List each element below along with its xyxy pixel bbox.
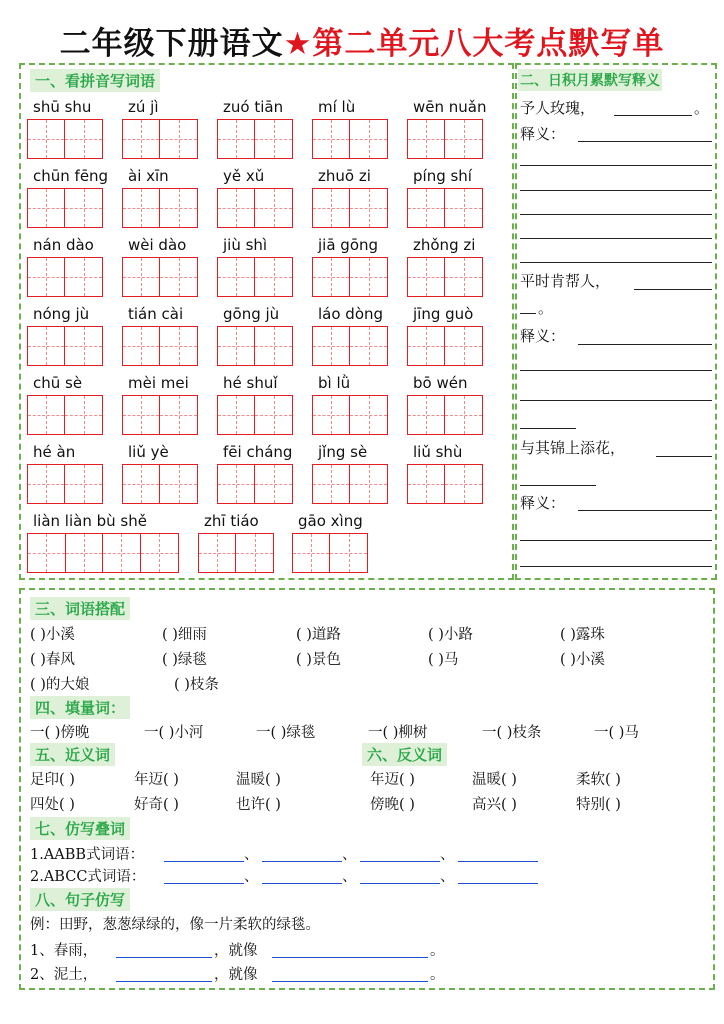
pinyin-label: chūn fēng xyxy=(33,167,109,185)
grid-square[interactable] xyxy=(28,327,65,365)
grid-square[interactable] xyxy=(445,120,482,158)
writing-grid[interactable] xyxy=(27,464,103,504)
answer-line[interactable] xyxy=(520,540,712,541)
pinyin-label: jīng guò xyxy=(413,305,474,323)
grid-square[interactable] xyxy=(160,327,197,365)
pinyin-label: bō wén xyxy=(413,374,468,392)
grid-square[interactable] xyxy=(313,258,350,296)
section1-heading: 一、看拼音写词语 xyxy=(30,69,160,92)
pinyin-label: yě xǔ xyxy=(223,167,265,185)
grid-square[interactable] xyxy=(65,258,102,296)
pair-item: ( )枝条 xyxy=(174,677,219,693)
pinyin-label: láo dòng xyxy=(318,305,384,323)
idiom3-meaning-label: 释义： xyxy=(520,494,566,512)
pinyin-label: chū sè xyxy=(33,374,83,392)
sentence2-end: 。 xyxy=(430,967,445,983)
grid-square[interactable] xyxy=(103,534,141,572)
grid-square[interactable] xyxy=(218,396,255,434)
grid-square[interactable] xyxy=(408,258,445,296)
grid-square[interactable] xyxy=(218,120,255,158)
grid-square[interactable] xyxy=(408,189,445,227)
writing-grid[interactable] xyxy=(312,326,388,366)
synonym-item: 温暖( ) xyxy=(236,772,281,788)
writing-grid[interactable] xyxy=(27,395,103,435)
pinyin-label: jǐng sè xyxy=(318,443,368,461)
section3-heading: 三、词语搭配 xyxy=(30,597,130,620)
pair-item: ( )春风 xyxy=(30,652,75,668)
grid-square[interactable] xyxy=(123,120,160,158)
separator: 、 xyxy=(440,869,455,885)
title-unit: 第二单元八大考点默写单 xyxy=(312,26,665,62)
sentence1-start: 1、春雨， xyxy=(30,943,98,959)
writing-grid[interactable] xyxy=(27,533,179,573)
pinyin-label: gōng jù xyxy=(223,305,280,323)
pinyin-label: bì lǜ xyxy=(318,374,351,392)
pinyin-label: mèi mei xyxy=(128,374,189,392)
writing-grid[interactable] xyxy=(217,395,293,435)
pair-item: ( )绿毯 xyxy=(162,652,207,668)
separator: 、 xyxy=(342,869,357,885)
grid-square[interactable] xyxy=(330,534,367,572)
pinyin-label: zhuō zi xyxy=(318,167,371,185)
grid-square[interactable] xyxy=(123,327,160,365)
pinyin-label: mí lù xyxy=(318,98,356,116)
pinyin-label: hé shuǐ xyxy=(223,374,278,392)
separator: 、 xyxy=(440,847,455,863)
writing-grid[interactable] xyxy=(217,326,293,366)
grid-square[interactable] xyxy=(350,465,387,503)
grid-square[interactable] xyxy=(218,258,255,296)
grid-square[interactable] xyxy=(445,396,482,434)
writing-grid[interactable] xyxy=(122,395,198,435)
antonym-item: 高兴( ) xyxy=(472,797,517,813)
grid-square[interactable] xyxy=(408,396,445,434)
writing-grid[interactable] xyxy=(312,257,388,297)
abcc-blank-2[interactable] xyxy=(262,883,342,884)
writing-grid[interactable] xyxy=(27,257,103,297)
separator: 、 xyxy=(342,847,357,863)
grid-square[interactable] xyxy=(141,534,178,572)
writing-grid[interactable] xyxy=(407,326,483,366)
section6-heading: 六、反义词 xyxy=(362,743,447,766)
writing-grid[interactable] xyxy=(312,395,388,435)
grid-square[interactable] xyxy=(313,465,350,503)
measure-item: 一( )马 xyxy=(594,725,639,741)
synonym-item: 四处( ) xyxy=(30,797,75,813)
writing-grid[interactable] xyxy=(122,464,198,504)
grid-square[interactable] xyxy=(313,189,350,227)
idiom3-blank-cont[interactable] xyxy=(520,485,596,486)
pair-item: ( )小溪 xyxy=(560,652,605,668)
pinyin-label: wēn nuǎn xyxy=(413,98,487,116)
writing-grid[interactable] xyxy=(407,395,483,435)
aabb-blank-4[interactable] xyxy=(458,861,538,862)
synonym-item: 也许( ) xyxy=(236,797,281,813)
sentence2-blank-b[interactable] xyxy=(272,981,428,982)
abcc-blank-4[interactable] xyxy=(458,883,538,884)
grid-square[interactable] xyxy=(350,327,387,365)
answer-line[interactable] xyxy=(520,165,712,166)
grid-square[interactable] xyxy=(123,396,160,434)
section2-heading: 二、日积月累默写释义 xyxy=(518,69,662,91)
grid-square[interactable] xyxy=(255,465,292,503)
grid-square[interactable] xyxy=(236,534,273,572)
antonym-item: 傍晚( ) xyxy=(370,797,415,813)
pinyin-label: nán dào xyxy=(33,236,94,254)
idiom1-text: 予人玫瑰， xyxy=(520,99,596,117)
grid-square[interactable] xyxy=(445,327,482,365)
writing-grid[interactable] xyxy=(312,188,388,228)
grid-square[interactable] xyxy=(123,189,160,227)
page-title xyxy=(0,18,724,63)
grid-square[interactable] xyxy=(445,189,482,227)
abcc-label: 2.ABCC式词语： xyxy=(30,869,146,885)
writing-grid[interactable] xyxy=(217,119,293,159)
writing-grid[interactable] xyxy=(198,533,274,573)
sentence-example: 例：田野，葱葱绿绿的，像一片柔软的绿毯。 xyxy=(30,917,320,933)
writing-grid[interactable] xyxy=(407,119,483,159)
grid-square[interactable] xyxy=(218,327,255,365)
pair-item: ( )小溪 xyxy=(30,627,75,643)
idiom1-blank[interactable] xyxy=(614,115,692,116)
pair-item: ( )景色 xyxy=(296,652,341,668)
grid-square[interactable] xyxy=(28,534,66,572)
grid-square[interactable] xyxy=(255,189,292,227)
pinyin-label: jiù shì xyxy=(223,236,268,254)
writing-grid[interactable] xyxy=(292,533,368,573)
aabb-blank-3[interactable] xyxy=(360,861,440,862)
writing-grid[interactable] xyxy=(27,326,103,366)
grid-square[interactable] xyxy=(28,189,65,227)
grid-square[interactable] xyxy=(65,327,102,365)
writing-grid[interactable] xyxy=(122,119,198,159)
pinyin-label: fēi cháng xyxy=(223,443,293,461)
grid-square[interactable] xyxy=(199,534,236,572)
antonym-item: 特别( ) xyxy=(576,797,621,813)
pinyin-label: shū shu xyxy=(33,98,92,116)
idiom3-meaning-blank[interactable] xyxy=(578,510,712,511)
pinyin-label: liàn liàn bù shě xyxy=(33,512,147,530)
grid-square[interactable] xyxy=(65,396,102,434)
pair-item: ( )道路 xyxy=(296,627,341,643)
star-icon: ★ xyxy=(283,26,313,62)
grid-square[interactable] xyxy=(65,189,102,227)
idiom1-end: 。 xyxy=(694,99,710,117)
sentence2-mid: ，就像 xyxy=(214,967,258,983)
pair-item: ( )细雨 xyxy=(162,627,207,643)
idiom1-meaning-blank[interactable] xyxy=(578,141,712,142)
grid-square[interactable] xyxy=(313,327,350,365)
idiom1-meaning-label: 释义： xyxy=(520,125,566,143)
answer-line[interactable] xyxy=(520,190,712,191)
grid-square[interactable] xyxy=(350,258,387,296)
synonym-item: 年迈( ) xyxy=(134,772,179,788)
sentence1-end: 。 xyxy=(430,943,445,959)
grid-square[interactable] xyxy=(293,534,330,572)
idiom3-text: 与其锦上添花， xyxy=(520,439,626,457)
grid-square[interactable] xyxy=(350,189,387,227)
grid-square[interactable] xyxy=(123,258,160,296)
idiom2-end: 。 xyxy=(538,299,554,317)
aabb-label: 1.AABB式词语： xyxy=(30,847,145,863)
idiom2-meaning-label: 释义： xyxy=(520,327,566,345)
measure-item: 一( )小河 xyxy=(144,725,204,741)
measure-item: 一( )枝条 xyxy=(482,725,542,741)
section7-heading: 七、仿写叠词 xyxy=(30,817,130,840)
idiom2-meaning-blank[interactable] xyxy=(578,344,712,345)
idiom2-text: 平时肯帮人， xyxy=(520,272,611,290)
grid-square[interactable] xyxy=(313,396,350,434)
grid-square[interactable] xyxy=(313,120,350,158)
answer-line[interactable] xyxy=(520,238,712,239)
pair-item: ( )的大娘 xyxy=(30,677,90,693)
measure-item: 一( )傍晚 xyxy=(30,725,90,741)
grid-square[interactable] xyxy=(445,465,482,503)
grid-square[interactable] xyxy=(408,120,445,158)
writing-grid[interactable] xyxy=(27,119,103,159)
pinyin-label: nóng jù xyxy=(33,305,90,323)
pinyin-label: wèi dào xyxy=(128,236,187,254)
grid-square[interactable] xyxy=(350,396,387,434)
pinyin-label: gāo xìng xyxy=(298,512,363,530)
writing-grid[interactable] xyxy=(217,188,293,228)
grid-square[interactable] xyxy=(160,396,197,434)
idiom2-blank-cont[interactable] xyxy=(520,313,536,314)
grid-square[interactable] xyxy=(65,120,102,158)
grid-square[interactable] xyxy=(160,120,197,158)
pair-item: ( )小路 xyxy=(428,627,473,643)
grid-square[interactable] xyxy=(28,120,65,158)
pair-item: ( )露珠 xyxy=(560,627,605,643)
pinyin-label: ài xīn xyxy=(128,167,169,185)
grid-square[interactable] xyxy=(255,327,292,365)
pair-item: ( )马 xyxy=(428,652,459,668)
grid-square[interactable] xyxy=(160,465,197,503)
answer-line[interactable] xyxy=(520,566,712,567)
pinyin-label: zuó tiān xyxy=(223,98,284,116)
measure-item: 一( )绿毯 xyxy=(256,725,316,741)
grid-square[interactable] xyxy=(255,120,292,158)
antonym-item: 柔软( ) xyxy=(576,772,621,788)
grid-square[interactable] xyxy=(28,396,65,434)
antonym-item: 温暖( ) xyxy=(472,772,517,788)
separator: 、 xyxy=(244,847,259,863)
grid-square[interactable] xyxy=(160,258,197,296)
idiom3-blank[interactable] xyxy=(656,456,712,457)
synonym-item: 好奇( ) xyxy=(134,797,179,813)
sentence2-start: 2、泥土， xyxy=(30,967,98,983)
answer-line[interactable] xyxy=(520,428,576,429)
section8-heading: 八、句子仿写 xyxy=(30,888,130,911)
answer-line[interactable] xyxy=(520,370,712,371)
grid-square[interactable] xyxy=(408,465,445,503)
aabb-blank-2[interactable] xyxy=(262,861,342,862)
grid-square[interactable] xyxy=(65,465,102,503)
writing-grid[interactable] xyxy=(27,188,103,228)
measure-item: 一( )柳树 xyxy=(368,725,428,741)
antonym-item: 年迈( ) xyxy=(370,772,415,788)
pinyin-label: hé àn xyxy=(33,443,76,461)
writing-grid[interactable] xyxy=(312,119,388,159)
aabb-blank-1[interactable] xyxy=(164,861,244,862)
grid-square[interactable] xyxy=(408,327,445,365)
pinyin-label: liǔ shù xyxy=(413,443,463,461)
grid-square[interactable] xyxy=(160,189,197,227)
writing-grid[interactable] xyxy=(122,188,198,228)
writing-grid[interactable] xyxy=(407,464,483,504)
writing-grid[interactable] xyxy=(122,326,198,366)
pinyin-label: tián cài xyxy=(128,305,184,323)
section4-heading: 四、填量词： xyxy=(30,696,130,719)
writing-grid[interactable] xyxy=(312,464,388,504)
answer-line[interactable] xyxy=(520,214,712,215)
pinyin-label: píng shí xyxy=(413,167,472,185)
grid-square[interactable] xyxy=(28,258,65,296)
sentence2-blank-a[interactable] xyxy=(116,981,212,982)
synonym-item: 足印( ) xyxy=(30,772,75,788)
writing-grid[interactable] xyxy=(217,464,293,504)
abcc-blank-1[interactable] xyxy=(164,883,244,884)
grid-square[interactable] xyxy=(218,189,255,227)
answer-line[interactable] xyxy=(520,400,712,401)
separator: 、 xyxy=(244,869,259,885)
grid-square[interactable] xyxy=(445,258,482,296)
section5-heading: 五、近义词 xyxy=(30,743,115,766)
grid-square[interactable] xyxy=(66,534,104,572)
pinyin-label: jiā gōng xyxy=(318,236,379,254)
pinyin-label: liǔ yè xyxy=(128,443,169,461)
idiom2-blank[interactable] xyxy=(634,289,712,290)
writing-grid[interactable] xyxy=(122,257,198,297)
grid-square[interactable] xyxy=(255,258,292,296)
grid-square[interactable] xyxy=(123,465,160,503)
writing-grid[interactable] xyxy=(217,257,293,297)
writing-grid[interactable] xyxy=(407,257,483,297)
sentence1-blank-b[interactable] xyxy=(272,957,428,958)
grid-square[interactable] xyxy=(218,465,255,503)
sentence1-blank-a[interactable] xyxy=(116,957,212,958)
answer-line[interactable] xyxy=(520,262,712,263)
sentence1-mid: ，就像 xyxy=(214,943,258,959)
pinyin-label: zú jì xyxy=(128,98,159,116)
grid-square[interactable] xyxy=(350,120,387,158)
grid-square[interactable] xyxy=(28,465,65,503)
pinyin-label: zhī tiáo xyxy=(204,512,259,530)
abcc-blank-3[interactable] xyxy=(360,883,440,884)
grid-square[interactable] xyxy=(255,396,292,434)
pinyin-label: zhǒng zi xyxy=(413,236,476,254)
title-grade: 二年级下册语文 xyxy=(59,26,284,62)
writing-grid[interactable] xyxy=(407,188,483,228)
